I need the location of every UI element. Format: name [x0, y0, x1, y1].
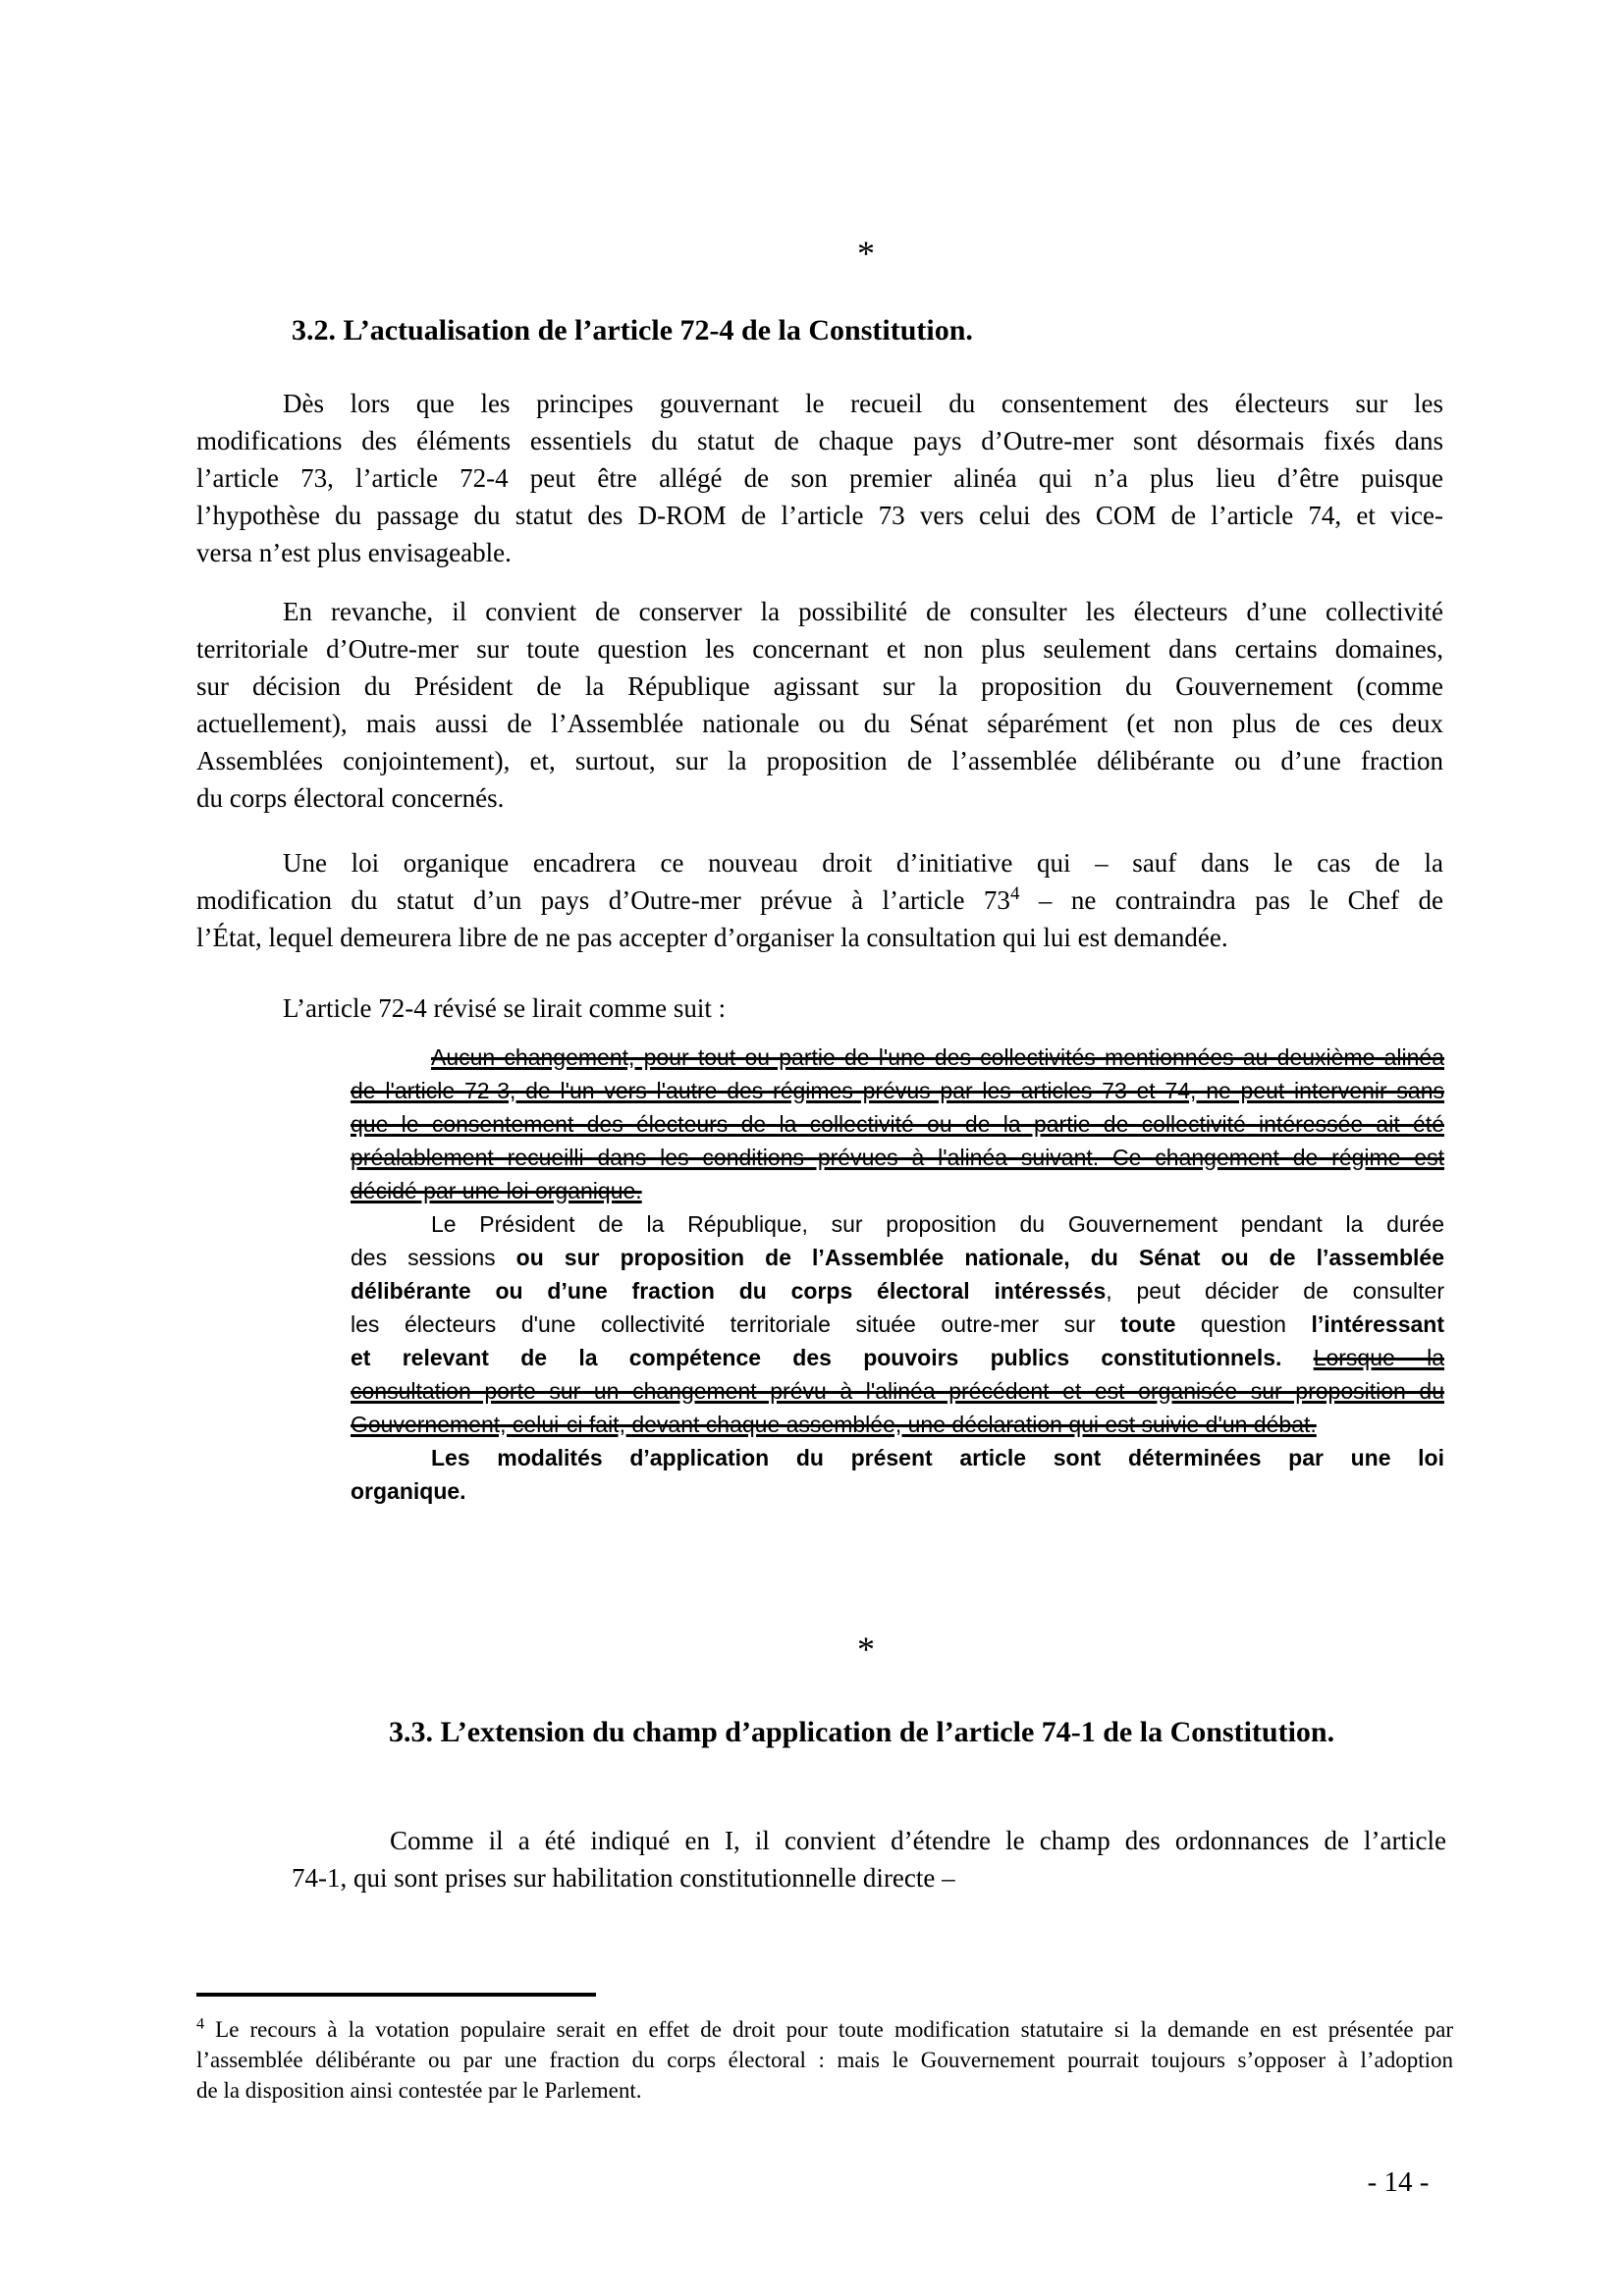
text-segment: Dès lors que les principes gouvernant le recueil du consentement des électeurs sur les — [283, 389, 1443, 418]
quote-deleted-first-alinea — [351, 1041, 1444, 1207]
text-segment: l’intéressant — [1311, 1311, 1444, 1337]
text-segment: versa n’est plus envisageable. — [196, 538, 512, 567]
text-segment: Les modalités d’application du présent article sont déterminées par une loi — [431, 1445, 1444, 1470]
text-line — [196, 667, 1443, 705]
page-number: - 14 - — [1367, 2166, 1430, 2198]
text-segment: question — [1175, 1311, 1312, 1337]
text-line — [196, 919, 1443, 956]
paragraph-comme-indique — [292, 1822, 1446, 1896]
text-segment: organique. — [351, 1478, 466, 1504]
text-segment: de l'article 72-3, de l'un vers l'autre des régimes prévus par les articles 73 et 74, ne peut intervenir sans — [351, 1078, 1444, 1103]
text-line — [351, 1241, 1444, 1274]
heading-3-2: 3.2. L’actualisation de l’article 72-4 de la Constitution. — [292, 314, 973, 347]
text-line — [196, 2075, 1453, 2106]
text-segment: Le recours à la votation populaire serait en effet de droit pour toute modification statutaire si la demande en est présentée par — [204, 2017, 1453, 2042]
text-segment: 74-1, qui sont prises sur habilitation constitutionnelle directe – — [292, 1863, 955, 1893]
text-line — [196, 593, 1443, 630]
text-line — [196, 630, 1443, 667]
text-line — [351, 1341, 1444, 1374]
text-segment: préalablement recueilli dans les conditions prévues à l'alinéa suivant. Ce changement de régime est — [351, 1145, 1444, 1170]
text-segment: toute — [1120, 1311, 1176, 1337]
text-line — [196, 534, 1443, 571]
text-segment: Le Président de la République, sur proposition du Gouvernement pendant la durée — [431, 1211, 1444, 1237]
text-line — [196, 385, 1443, 422]
text-segment — [1281, 1345, 1313, 1370]
text-segment: modification du statut d’un pays d’Outre-mer prévue à l’article 73 — [196, 885, 1010, 915]
text-segment: territoriale d’Outre-mer sur toute question les concernant et non plus seulement dans certains domaines, — [196, 634, 1443, 664]
superscript-ref: 4 — [1009, 883, 1020, 904]
paragraph-leadin-article-72-4 — [196, 989, 1443, 1027]
text-segment: ou sur proposition de l’Assemblée nationale, du Sénat ou de l’assemblée — [515, 1245, 1444, 1270]
text-line — [196, 881, 1443, 919]
section-separator-asterisk-top: * — [857, 234, 875, 273]
footnote-4 — [196, 2014, 1453, 2106]
text-segment: l’article 73, l’article 72-4 peut être allégé de son premier alinéa qui n’a plus lieu d’être puisque — [196, 463, 1443, 493]
text-segment: Assemblées conjointement), et, surtout, sur la proposition de l’assemblée délibérante ou d’une fraction — [196, 746, 1443, 775]
text-segment: du corps électoral concernés. — [196, 783, 505, 813]
text-segment: et relevant de la compétence des pouvoirs publics constitutionnels. — [351, 1345, 1282, 1370]
text-line — [351, 1174, 1444, 1207]
text-segment: l’hypothèse du passage du statut des D-ROM de l’article 73 vers celui des COM de l’article 74, et vice- — [196, 501, 1443, 530]
quote-revised-alinea — [351, 1207, 1444, 1441]
text-line — [351, 1274, 1444, 1308]
text-line — [292, 1822, 1446, 1859]
text-line — [196, 844, 1443, 881]
text-line — [292, 1859, 1446, 1896]
text-segment: , peut décider de consulter — [1106, 1278, 1444, 1304]
text-segment: L’article 72-4 révisé se lirait comme suit : — [283, 993, 727, 1023]
text-line — [351, 1441, 1444, 1474]
text-line — [351, 1474, 1444, 1508]
text-segment: délibérante ou d’une fraction du corps électoral intéressés — [351, 1278, 1107, 1304]
text-line — [351, 1141, 1444, 1174]
text-segment: – ne contraindra pas le Chef de — [1019, 885, 1443, 915]
paragraph-en-revanche — [196, 593, 1443, 817]
text-segment: que le consentement des électeurs de la collectivité ou de la partie de collectivité intéressée ait été — [351, 1111, 1444, 1137]
text-line — [196, 989, 1443, 1027]
text-line — [196, 422, 1443, 459]
text-line — [196, 2014, 1453, 2045]
text-line — [351, 1374, 1444, 1408]
text-segment: Une loi organique encadrera ce nouveau droit d’initiative qui – sauf dans le cas de la — [283, 848, 1443, 878]
text-line — [351, 1041, 1444, 1074]
text-segment: Lorsque la — [1313, 1345, 1444, 1370]
quoted-article-72-4-block — [351, 1041, 1444, 1508]
footnote-separator-rule — [196, 1993, 596, 1997]
text-segment: sur décision du Président de la République agissant sur la proposition du Gouvernement (comme — [196, 671, 1443, 701]
text-line — [196, 705, 1443, 742]
text-line — [196, 497, 1443, 534]
text-line — [351, 1408, 1444, 1441]
heading-3-3: 3.3. L’extension du champ d’application de l’article 74-1 de la Constitution. — [389, 1716, 1335, 1748]
text-segment: l’assemblée délibérante ou par une fraction du corps électoral : mais le Gouvernement pourrait toujours s’opposer à l’adoption — [196, 2048, 1453, 2072]
quote-modalites-alinea — [351, 1441, 1444, 1508]
text-segment: de la disposition ainsi contestée par le Parlement. — [196, 2078, 642, 2103]
text-line — [196, 459, 1443, 497]
section-separator-asterisk-mid: * — [857, 1629, 875, 1669]
text-segment: des sessions — [351, 1245, 516, 1270]
text-segment: Gouvernement, celui-ci fait, devant chaque assemblée, une déclaration qui est suivie d'un débat. — [351, 1412, 1317, 1437]
text-segment: Comme il a été indiqué en I, il convient d’étendre le champ des ordonnances de l’article — [390, 1826, 1446, 1855]
text-segment: consultation porte sur un changement prévu à l'alinéa précédent et est organisée sur proposition du — [351, 1378, 1444, 1404]
text-segment: décidé par une loi organique. — [351, 1178, 642, 1203]
text-line — [196, 779, 1443, 817]
paragraph-des-lors — [196, 385, 1443, 571]
text-segment: En revanche, il convient de conserver la possibilité de consulter les électeurs d’une collectivité — [283, 597, 1443, 626]
text-segment: actuellement), mais aussi de l’Assemblée nationale ou du Sénat séparément (et non plus de ces deux — [196, 709, 1443, 738]
text-segment: Aucun changement, pour tout ou partie de l'une des collectivités mentionnées au deuxième alinéa — [431, 1044, 1444, 1070]
text-segment: les électeurs d'une collectivité territoriale située outre-mer sur — [351, 1311, 1121, 1337]
text-segment: l’État, lequel demeurera libre de ne pas accepter d’organiser la consultation qui lui est demandée. — [196, 923, 1228, 952]
text-line — [351, 1107, 1444, 1141]
text-line — [351, 1308, 1444, 1341]
superscript-ref: 4 — [196, 2015, 205, 2033]
text-segment: modifications des éléments essentiels du statut de chaque pays d’Outre-mer sont désormais fixés dans — [196, 426, 1443, 455]
text-line — [196, 2045, 1453, 2075]
paragraph-loi-organique — [196, 844, 1443, 956]
text-line — [351, 1207, 1444, 1241]
text-line — [196, 742, 1443, 779]
text-line — [351, 1074, 1444, 1107]
